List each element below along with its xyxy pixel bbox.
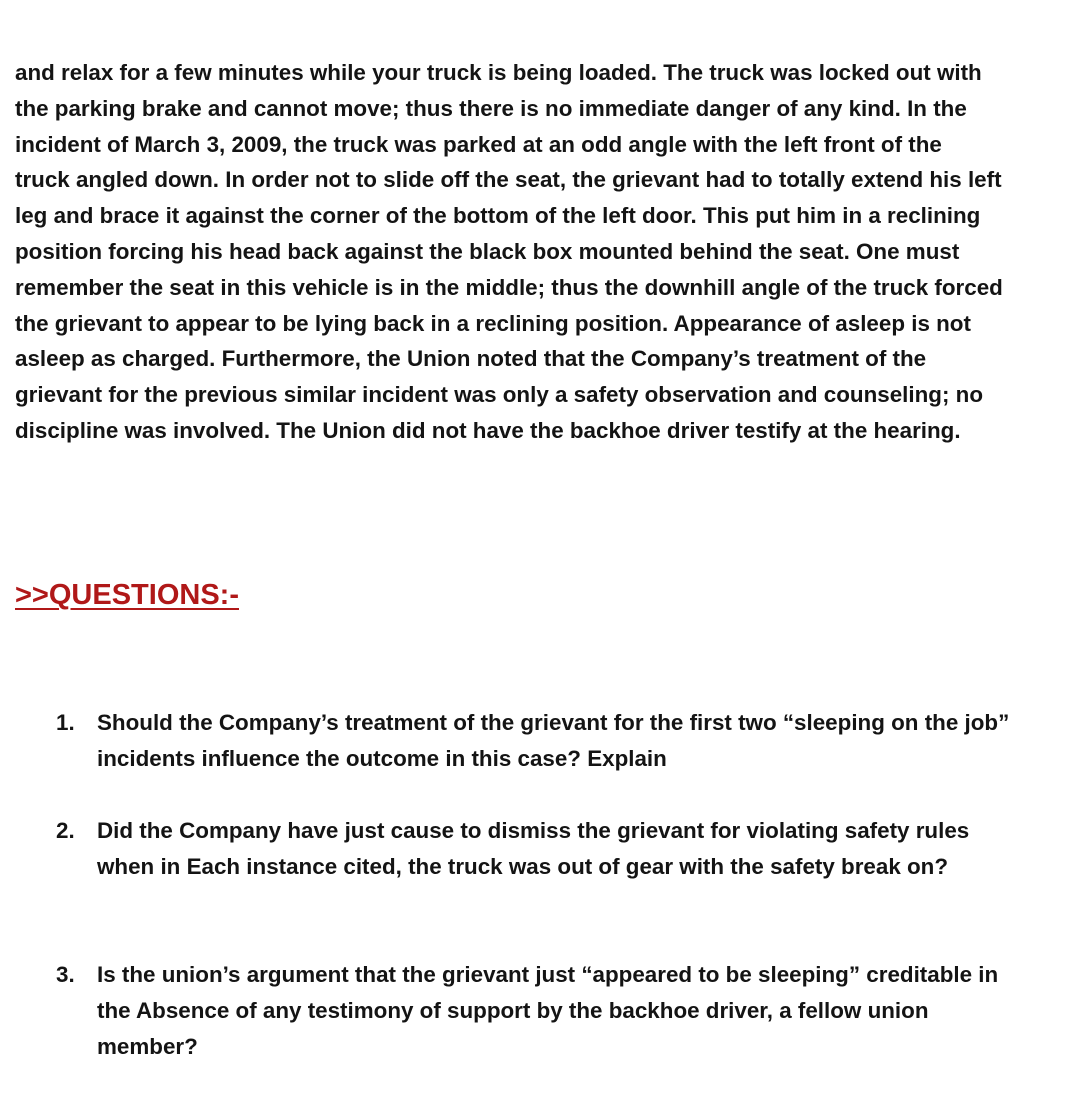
question-text xyxy=(97,957,1077,1065)
paragraph-line: remember the seat in this vehicle is in the middle; thus the downhill angle of the truck forced xyxy=(15,274,1003,300)
question-line: incidents influence the outcome in this case? Explain xyxy=(97,746,667,771)
paragraph-line: grievant for the previous similar incident was only a safety observation and counseling; no xyxy=(15,382,983,408)
paragraph-line: incident of March 3, 2009, the truck was parked at an odd angle with the left front of the xyxy=(15,131,942,157)
paragraph-line: leg and brace it against the corner of the bottom of the left door. This put him in a reclining xyxy=(15,203,981,229)
question-line: when in Each instance cited, the truck was out of gear with the safety break on? xyxy=(97,854,949,879)
body-paragraph xyxy=(15,55,1077,449)
question-line: Should the Company’s treatment of the grievant for the first two “sleeping on the job” xyxy=(97,710,1010,735)
paragraph-line: truck angled down. In order not to slide off the seat, the grievant had to totally extend his left xyxy=(15,167,1002,193)
question-line: the Absence of any testimony of support by the backhoe driver, a fellow union xyxy=(97,998,929,1023)
question-number: 3. xyxy=(56,962,75,987)
paragraph-line: position forcing his head back against the black box mounted behind the seat. One must xyxy=(15,238,960,264)
question-line: Is the union’s argument that the grievant just “appeared to be sleeping” creditable in xyxy=(97,962,999,987)
paragraph-line: the parking brake and cannot move; thus there is no immediate danger of any kind. In the xyxy=(15,95,967,121)
question-text xyxy=(97,705,1077,777)
paragraph-line: discipline was involved. The Union did not have the backhoe driver testify at the hearing. xyxy=(15,417,961,443)
paragraph-line: and relax for a few minutes while your truck is being loaded. The truck was locked out with xyxy=(15,60,982,85)
question-number: 2. xyxy=(56,818,75,843)
question-line: member? xyxy=(97,1034,198,1059)
question-number: 1. xyxy=(56,710,75,735)
question-text xyxy=(97,813,1077,885)
paragraph-line: the grievant to appear to be lying back in a reclining position. Appearance of asleep is not xyxy=(15,310,971,336)
paragraph-line: asleep as charged. Furthermore, the Union noted that the Company’s treatment of the xyxy=(15,346,927,372)
questions-heading: >>QUESTIONS:- xyxy=(15,579,239,611)
question-line: Did the Company have just cause to dismiss the grievant for violating safety rules xyxy=(97,818,970,843)
